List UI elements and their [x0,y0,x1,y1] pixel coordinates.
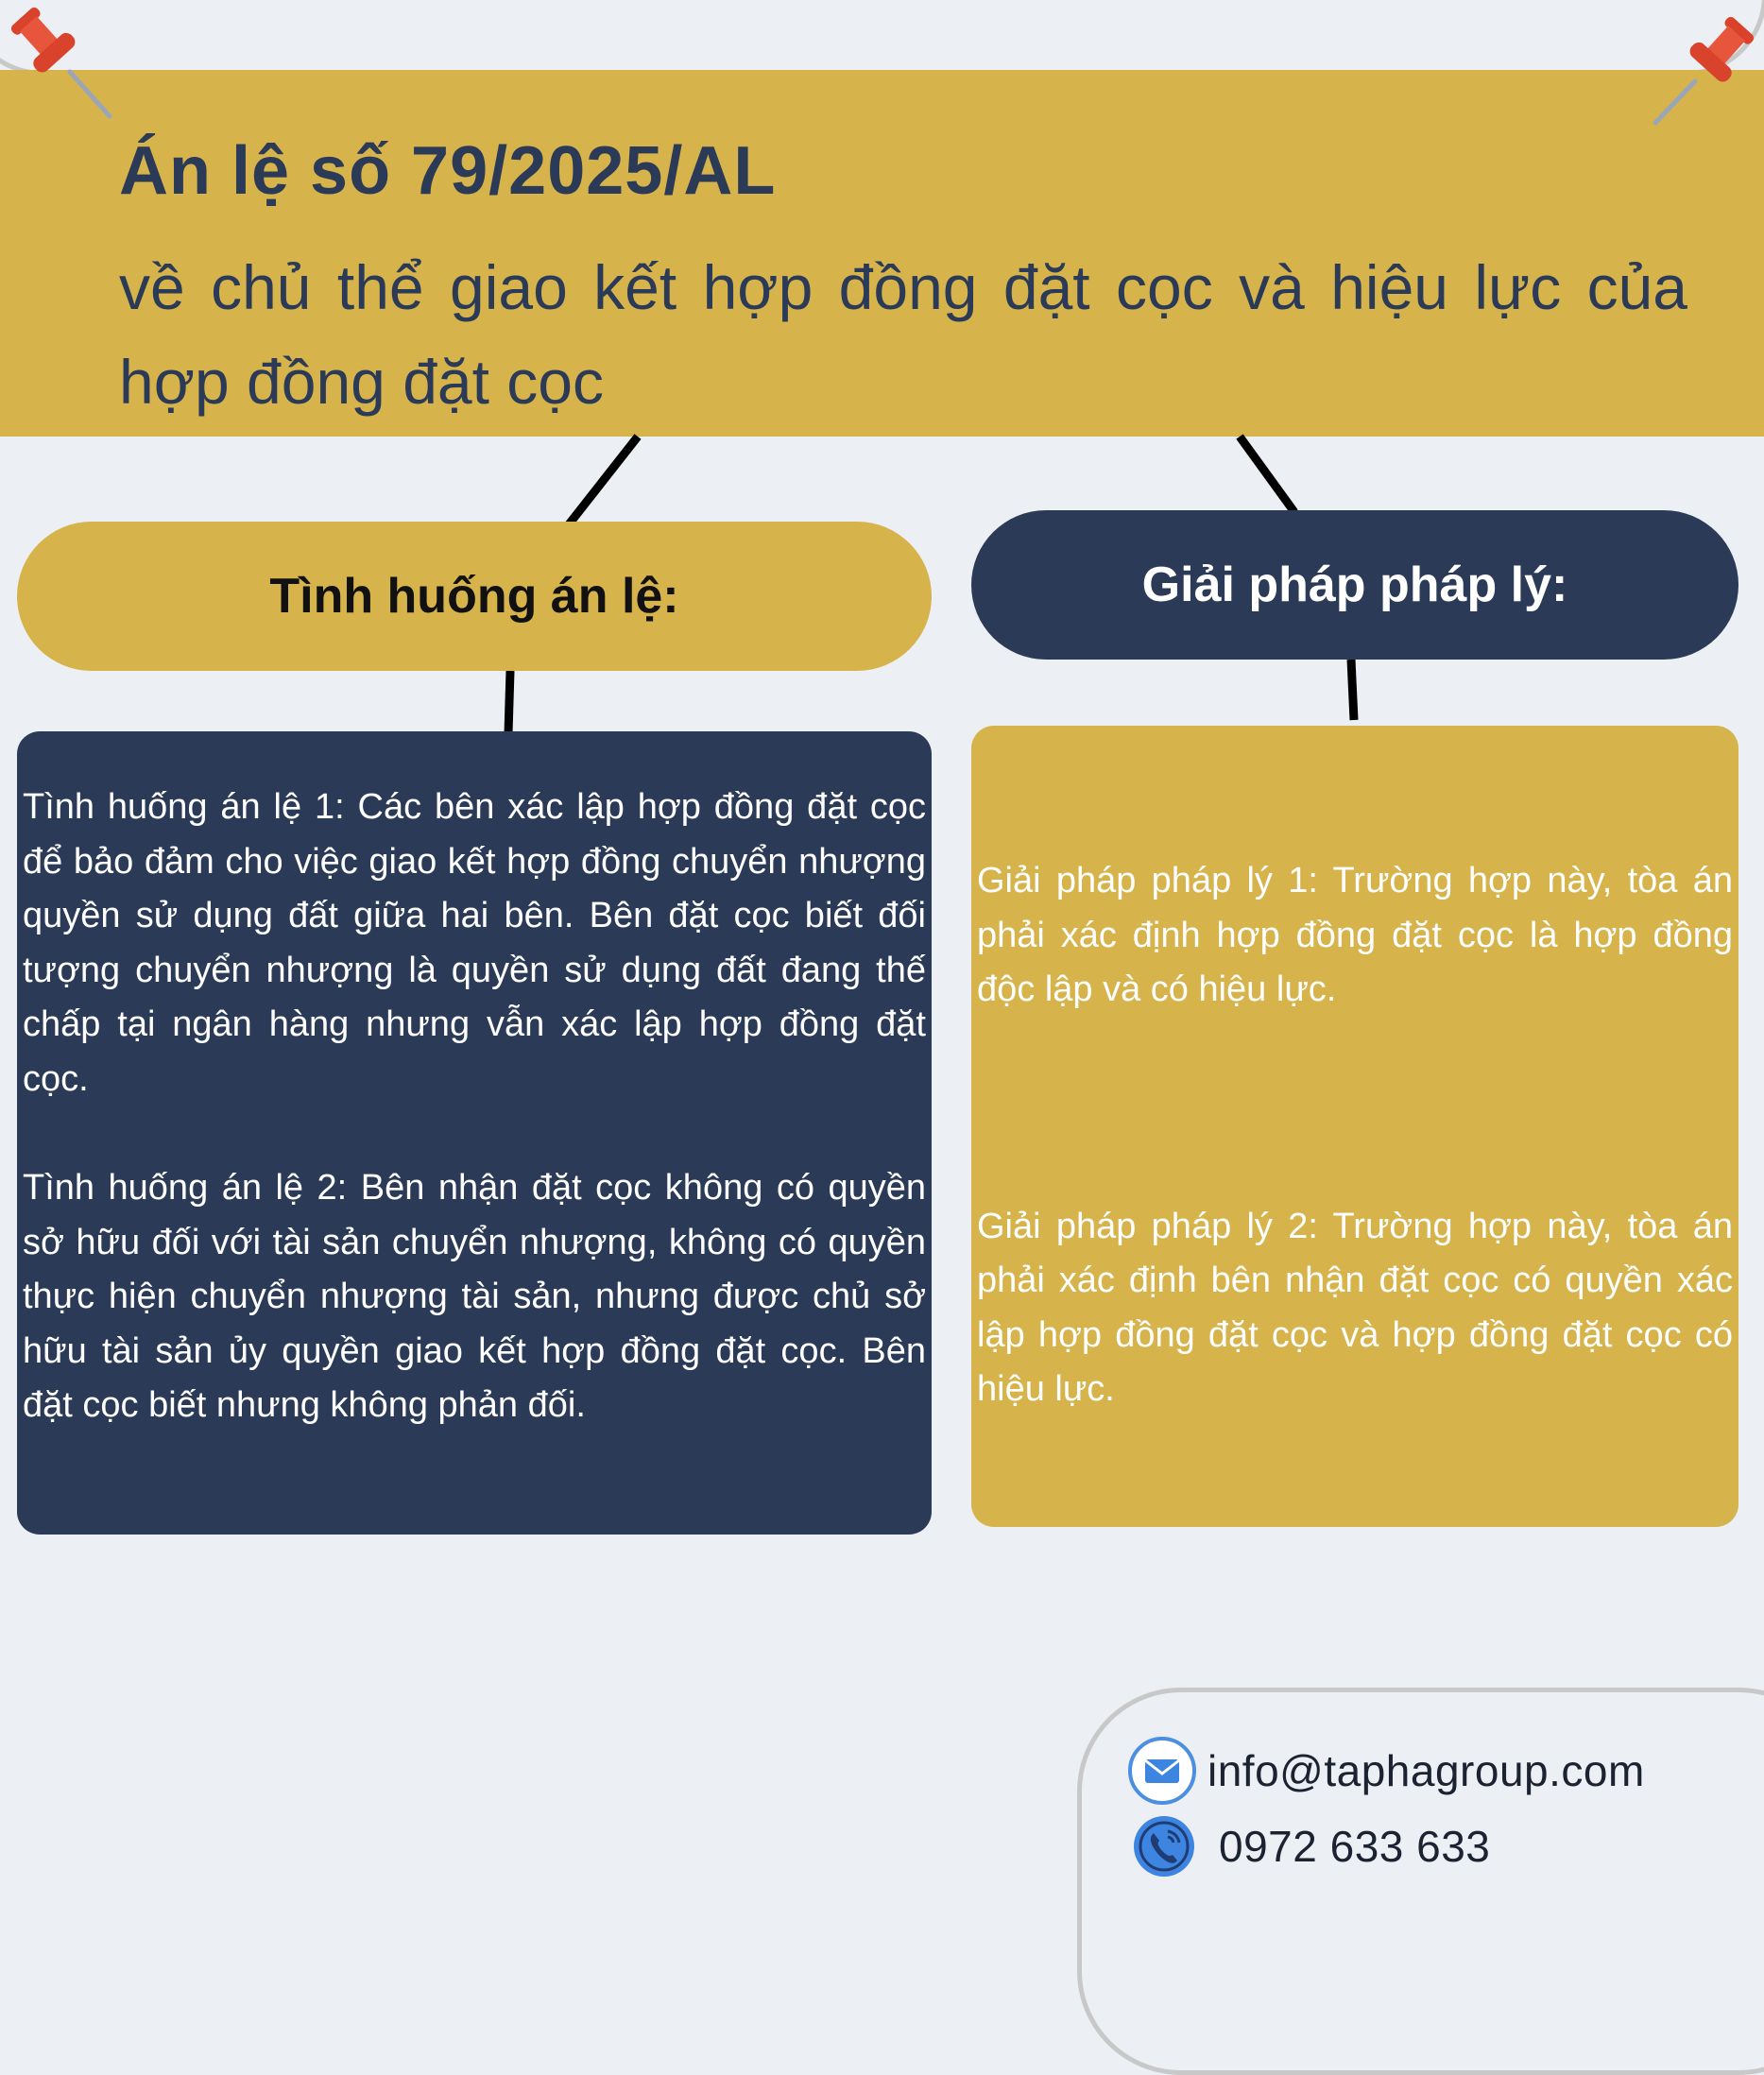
connector-right-pill-box [1351,660,1354,720]
case-situation-heading-label: Tình huống án lệ: [269,569,679,624]
connector-banner-left [569,437,638,524]
connector-left-pill-box [508,671,510,733]
page-title: Án lệ số 79/2025/AL [119,133,777,209]
phone-icon [1130,1812,1198,1880]
pushpin-icon [1648,11,1761,129]
legal-solution-heading-label: Giải pháp pháp lý: [1141,557,1568,612]
contact-email-row[interactable] [1126,1735,1645,1807]
legal-solution-heading [971,510,1738,660]
envelope-icon [1126,1735,1198,1807]
case-situation-heading [17,522,932,671]
pushpin-icon [4,2,117,120]
contact-email[interactable]: info@taphagroup.com [1207,1746,1645,1795]
case-situation-2: Tình huống án lệ 2: Bên nhận đặt cọc không có quyền sở hữu đối với tài sản chuyển nhượng, không có quyền thực hiện chuyển nhượng tài sản, nhưng được chủ sở hữu tài sản ủy quyền giao kết hợp đồng đặt cọc. Bên đặt cọc biết nhưng không phản đối. [23,1168,926,1425]
contact-phone-row[interactable] [1130,1812,1490,1880]
case-situation-box [17,731,932,1535]
contact-phone[interactable]: 0972 633 633 [1219,1822,1491,1871]
connector-banner-right [1240,437,1294,512]
page-subtitle: về chủ thể giao kết hợp đồng đặt cọc và hiệu lực của hợp đồng đặt cọc [119,252,1687,417]
legal-solution-box [971,726,1738,1527]
case-situation-1: Tình huống án lệ 1: Các bên xác lập hợp đồng đặt cọc để bảo đảm cho việc giao kết hợp đồng chuyển nhượng quyền sử dụng đất giữa hai bên. Bên đặt cọc biết đối tượng chuyển nhượng là quyền sử dụng đất đang thế chấp tại ngân hàng nhưng vẫn xác lập hợp đồng đặt cọc. [23,787,926,1099]
legal-solution-2: Giải pháp pháp lý 2: Trường hợp này, tòa án phải xác định bên nhận đặt cọc có quyền xác lập hợp đồng đặt cọc và hợp đồng đặt cọc có hiệu lực. [977,1206,1733,1409]
legal-solution-1: Giải pháp pháp lý 1: Trường hợp này, tòa án phải xác định hợp đồng đặt cọc là hợp đồng độc lập và có hiệu lực. [977,861,1733,1009]
